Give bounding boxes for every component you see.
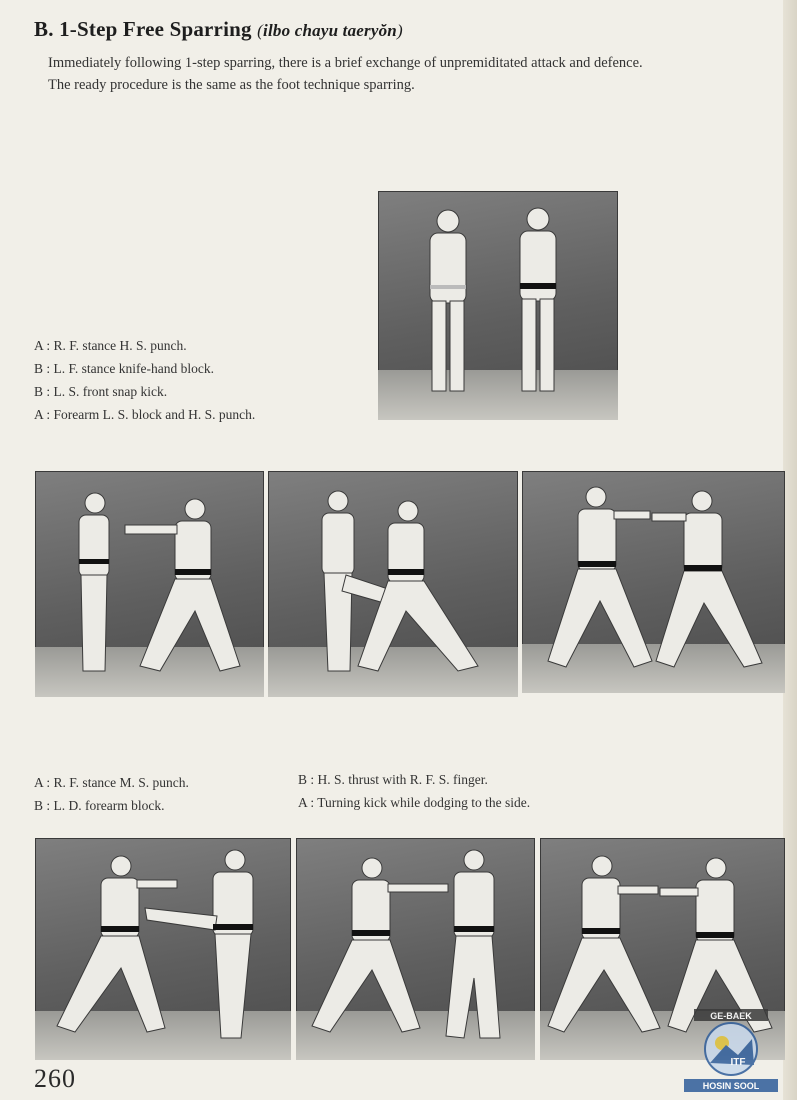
intro-text: [34, 52, 644, 96]
svg-text:GE-BAEK: GE-BAEK: [710, 1011, 752, 1021]
caption-line: B : H. S. thrust with R. F. S. finger.: [298, 772, 488, 787]
page-edge: [783, 0, 797, 1100]
caption-line: B : L. D. forearm block.: [34, 798, 165, 813]
photo-punch-block: [35, 471, 264, 697]
svg-text:HOSIN SOOL: HOSIN SOOL: [702, 1081, 760, 1091]
captions-mid-left: [34, 771, 189, 817]
paren-close: ): [396, 21, 403, 40]
fighters-figure: [35, 471, 264, 697]
photo-middle-punch: [296, 838, 535, 1060]
caption-line: A : Turning kick while dodging to the side.: [298, 795, 531, 810]
caption-line: B : L. S. front snap kick.: [34, 384, 168, 399]
ge-baek-emblem-icon: [676, 1005, 786, 1095]
caption-line: A : R. F. stance M. S. punch.: [34, 775, 189, 790]
caption-line: B : L. F. stance knife-hand block.: [34, 361, 215, 376]
intro-paragraph-2: The ready procedure is the same as the foot technique sparring.: [48, 77, 415, 93]
paren-open: (: [257, 21, 264, 40]
title-main: B. 1-Step Free Sparring: [34, 17, 252, 41]
photo-ready-stance: [378, 191, 618, 420]
caption-line: A : Forearm L. S. block and H. S. punch.: [34, 407, 256, 422]
captions-mid-right: [298, 768, 530, 814]
photo-forearm-block-punch: [522, 471, 785, 693]
photo-front-kick: [268, 471, 518, 697]
photo-turning-kick: [35, 838, 291, 1060]
captions-top: [34, 334, 255, 426]
watermark-logo: [676, 1005, 786, 1095]
romanized-term: ilbo chayu taeryŏn: [263, 21, 397, 40]
svg-text:ITF: ITF: [730, 1057, 746, 1068]
intro-paragraph-1: Immediately following 1-step sparring, there is a brief exchange of unpremiditated attack and defence.: [48, 55, 643, 71]
page-title: [34, 17, 403, 42]
fighters-figure: [522, 471, 785, 693]
fighters-figure: [35, 838, 291, 1060]
fighters-figure: [268, 471, 518, 697]
caption-line: A : R. F. stance H. S. punch.: [34, 338, 187, 353]
title-romanization: [257, 21, 403, 40]
page-number: 260: [34, 1064, 76, 1093]
fighters-figure: [296, 838, 535, 1060]
fighters-figure: [378, 191, 618, 420]
